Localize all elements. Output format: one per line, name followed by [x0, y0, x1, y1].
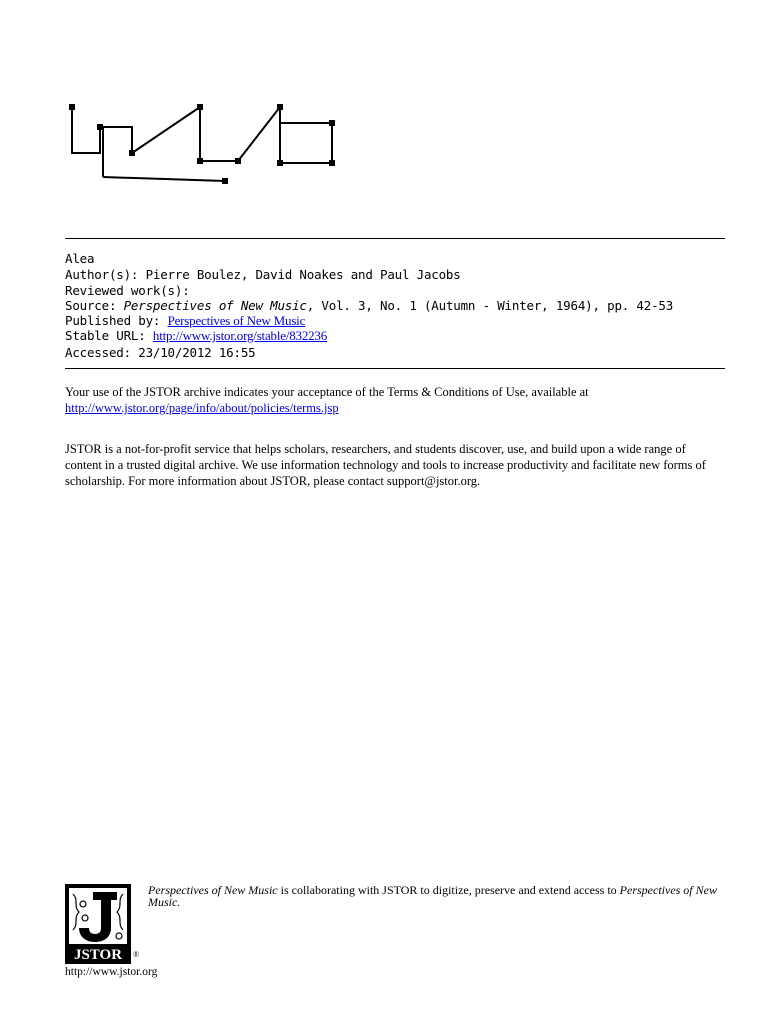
about-paragraph: JSTOR is a not-for-profit service that helps scholars, researchers, and students discover, use, and build upon a wide range of content in a trusted digital archive. We use information technology and tools to increase productivity and facilitate new forms of scholarship. For more information about JSTOR, please contact support@jstor.org. — [65, 442, 706, 488]
collab-journal: Perspectives of New Music — [148, 883, 278, 897]
collab-statement — [148, 884, 733, 908]
terms-link[interactable]: http://www.jstor.org/page/info/about/policies/terms.jsp — [65, 401, 339, 415]
stable-url-prefix: Stable URL: — [65, 328, 153, 343]
reviewed-line: Reviewed work(s): — [65, 283, 190, 298]
logo-text: JSTOR — [73, 947, 123, 963]
publisher-link[interactable]: Perspectives of New Music — [167, 313, 306, 328]
source-line — [65, 298, 673, 314]
registered-mark: ® — [133, 950, 140, 959]
cover-figure — [60, 95, 350, 195]
collab-text: is collaborating with JSTOR to digitize, preserve and extend access to — [277, 883, 620, 897]
published-prefix: Published by: — [65, 313, 168, 328]
footer-url: http://www.jstor.org — [65, 966, 158, 978]
source-details: , Vol. 3, No. 1 (Autumn - Winter, 1964), pp. 42-53 — [306, 298, 674, 313]
source-journal: Perspectives of New Music — [123, 298, 307, 313]
collab-journal-2: Perspectives of New Music. — [148, 883, 717, 909]
article-title: Alea — [65, 251, 95, 266]
divider-top — [65, 238, 725, 239]
jstor-logo — [65, 884, 131, 964]
divider-bottom — [65, 368, 725, 369]
authors-line: Author(s): Pierre Boulez, David Noakes and Paul Jacobs — [65, 267, 461, 282]
stable-url-line — [65, 328, 327, 344]
terms-text: Your use of the JSTOR archive indicates your acceptance of the Terms & Conditions of Use, available at — [65, 385, 589, 399]
stable-url-link[interactable]: http://www.jstor.org/stable/832236 — [152, 328, 328, 343]
accessed-line: Accessed: 23/10/2012 16:55 — [65, 345, 256, 360]
source-prefix: Source: — [65, 298, 124, 313]
published-line — [65, 313, 305, 329]
terms-paragraph — [65, 384, 725, 416]
